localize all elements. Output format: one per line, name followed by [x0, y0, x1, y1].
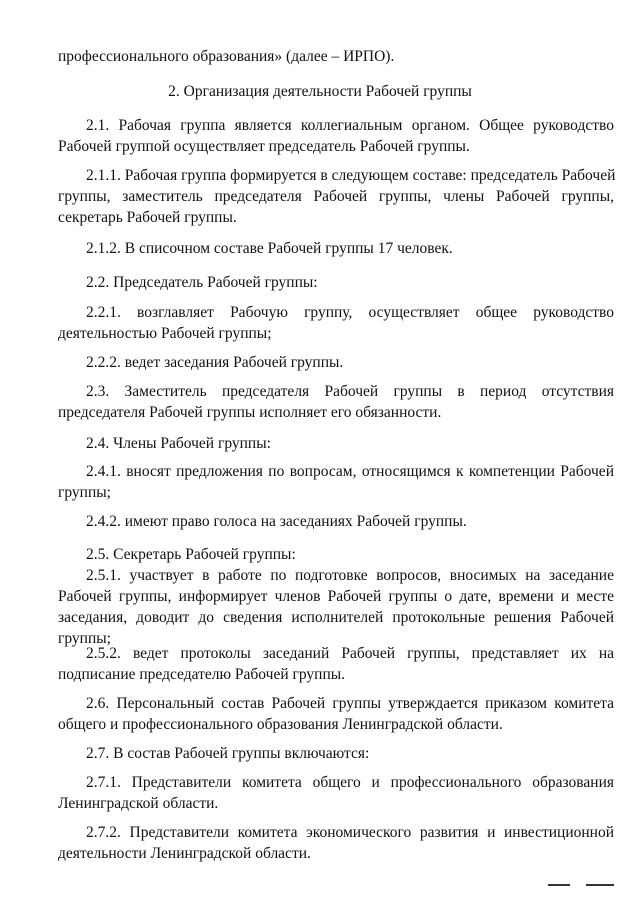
text-line: 2.2.1. возглавляет Рабочую группу, осуществляет общее руководство: [86, 304, 614, 321]
text-line: 2.2. Председатель Рабочей группы:: [86, 274, 318, 291]
text-line: группы;: [58, 484, 111, 501]
text-line: 2.4. Члены Рабочей группы:: [86, 435, 271, 452]
text-line: 2.5.2. ведет протоколы заседаний Рабочей группы, представляет их на: [86, 645, 614, 662]
text-line: 2.6. Персональный состав Рабочей группы утверждается приказом комитета: [86, 695, 614, 712]
text-line: Ленинградской области.: [58, 795, 219, 812]
text-line: 2.7. В состав Рабочей группы включаются:: [86, 745, 370, 762]
section-heading: 2. Организация деятельности Рабочей группы: [168, 83, 472, 100]
scan-mark: [548, 884, 570, 886]
text-line: заседания, доводит до сведения исполнителей протокольные решения Рабочей: [58, 609, 614, 626]
text-line: 2.1. Рабочая группа является коллегиальным органом. Общее руководство: [86, 117, 614, 134]
text-line: профессионального образования» (далее – ИРПО).: [58, 48, 395, 65]
text-line: деятельностью Рабочей группы;: [58, 325, 272, 342]
text-line: 2.4.2. имеют право голоса на заседаниях Рабочей группы.: [86, 513, 467, 530]
text-line: 2.1.1. Рабочая группа формируется в следующем составе: председатель Рабочей: [86, 167, 616, 184]
text-line: 2.4.1. вносят предложения по вопросам, относящимся к компетенции Рабочей: [86, 463, 614, 480]
text-line: 2.2.2. ведет заседания Рабочей группы.: [86, 354, 344, 371]
text-line: председателя Рабочей группы исполняет его обязанности.: [58, 404, 442, 421]
text-line: общего и профессионального образования Ленинградской области.: [58, 716, 503, 733]
text-line: Рабочей группы, информирует членов Рабочей группы о дате, времени и месте: [58, 588, 614, 605]
text-line: группы;: [58, 630, 111, 647]
text-line: секретарь Рабочей группы.: [58, 209, 237, 226]
text-line: группы, заместитель председателя Рабочей группы, члены Рабочей группы,: [58, 188, 614, 205]
text-line: 2.1.2. В списочном составе Рабочей группы 17 человек.: [86, 240, 453, 257]
text-line: деятельности Ленинградской области.: [58, 845, 311, 862]
text-line: 2.3. Заместитель председателя Рабочей группы в период отсутствия: [86, 383, 614, 400]
text-line: подписание председателю Рабочей группы.: [58, 666, 346, 683]
scan-mark: [586, 884, 614, 886]
text-line: 2.7.1. Представители комитета общего и профессионального образования: [86, 774, 614, 791]
text-line: Рабочей группой осуществляет председатель Рабочей группы.: [58, 138, 470, 155]
text-line: 2.5.1. участвует в работе по подготовке вопросов, вносимых на заседание: [86, 567, 614, 584]
text-line: 2.7.2. Представители комитета экономического развития и инвестиционной: [86, 824, 614, 841]
text-line: 2.5. Секретарь Рабочей группы:: [86, 546, 296, 563]
